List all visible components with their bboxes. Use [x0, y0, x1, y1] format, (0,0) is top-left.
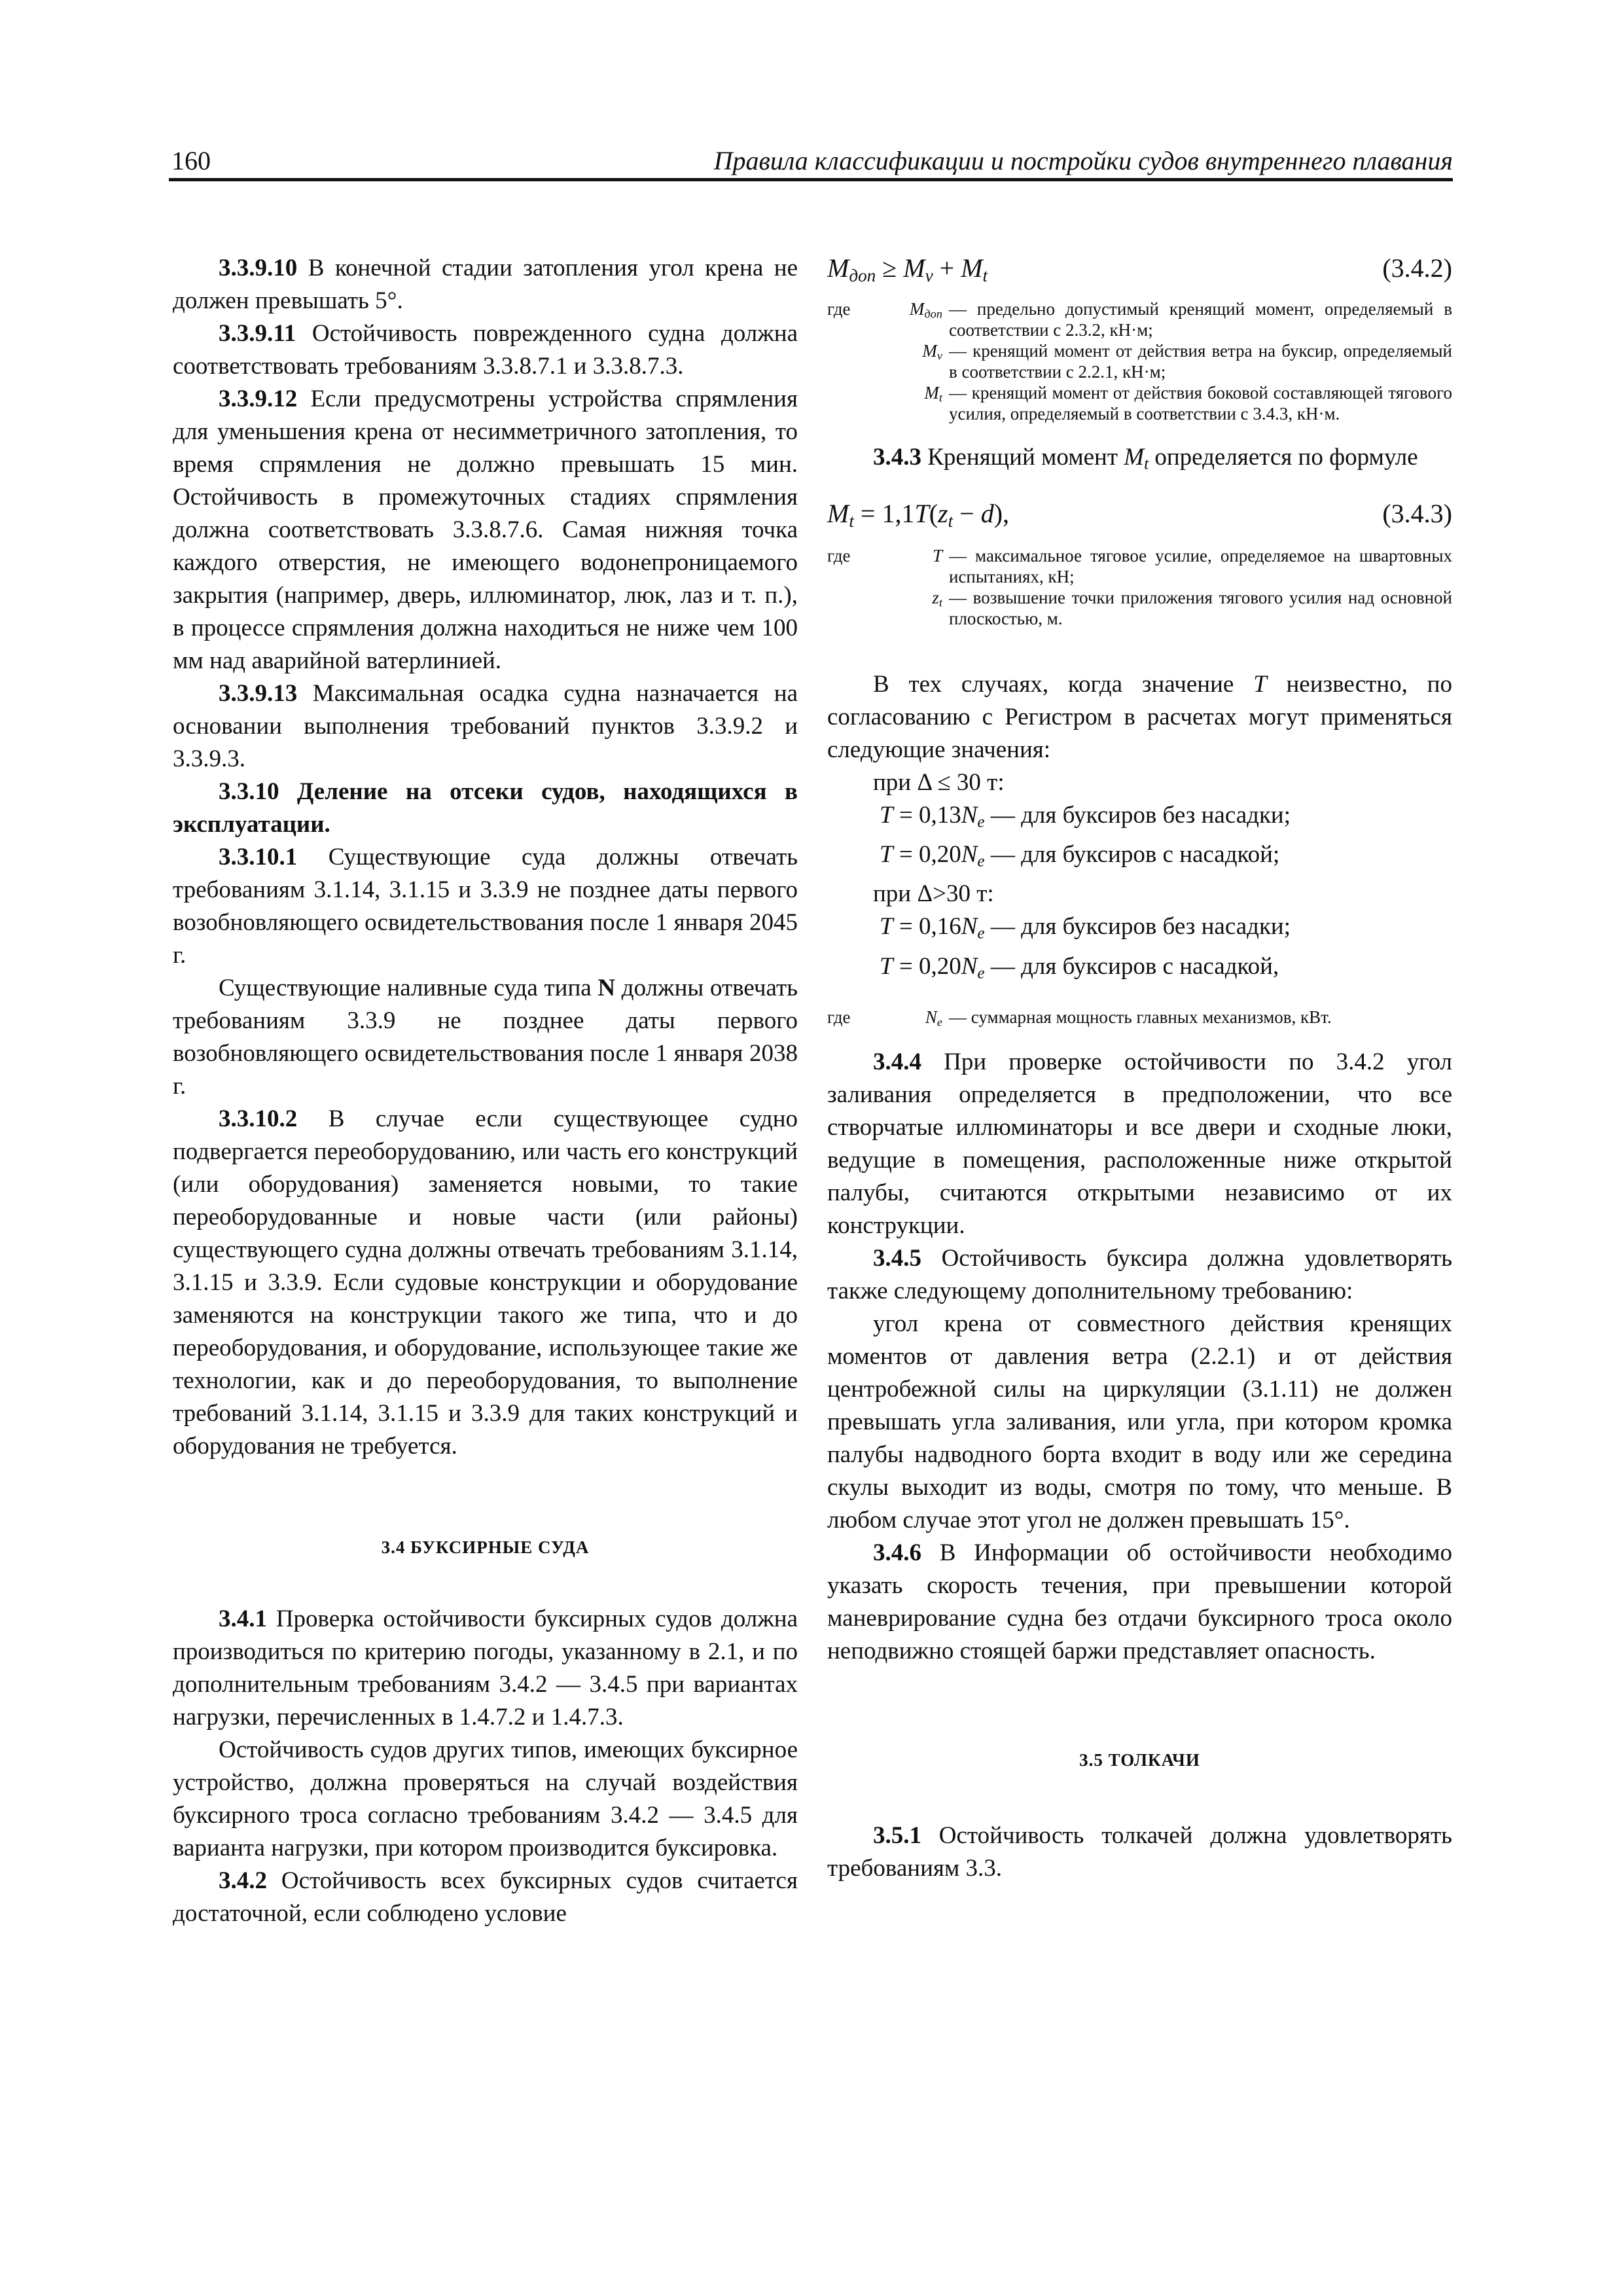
paragraph-3-3-10-1: [173, 841, 798, 972]
paragraph-text: При проверке остойчивости по 3.4.2 угол заливания определяется в предположении, что все створчатые иллюминаторы и все двери и сходные люки, ведущие в помещения, расположенные ниже открытой палубы, считаются открытыми независимо от их конструкции.: [827, 1048, 1452, 1239]
paragraph-tankers: [173, 972, 798, 1103]
clause-number: 3.3.10.2: [219, 1105, 298, 1132]
paragraph-3-4-5-requirement: угол крена от совместного действия кренящих моментов от давления ветра (2.2.1) и от действия центробежной силы на циркуляции (3.1.11) не должен превышать угла заливания, или угла, при котором кромка палубы надводного борта входит в воду или же середина скулы выходит из воды, смотря по тому, что меньше. В любом случае этот угол не должен превышать 15°.: [827, 1310, 1452, 1534]
paragraph-3-4-1: [173, 1603, 798, 1734]
formula-expression: $M_{доп} \ge M_v + M_t$: [827, 253, 988, 285]
where-row: $M_t$ — кренящий момент от действия боковой составляющей тягового усилия, определяемый в соответствии с 3.4.3, кН·м.: [924, 382, 1452, 423]
clause-number: 3.4.1: [219, 1605, 267, 1632]
clause-number: 3.3.10.1: [219, 844, 298, 870]
paragraph-text: Остойчивость толкачей должна удовлетворять требованиям 3.3.: [827, 1821, 1452, 1882]
paragraph-3-5-1: [827, 1820, 1452, 1885]
clause-number: 3.3.9.11: [219, 320, 296, 347]
clause-number: 3.5.1: [873, 1821, 921, 1849]
paragraph-text: Если предусмотрены устройства спрямления для уменьшения крена от несимметричного затопления, то время спрямления не должно превышать 15 мин. Остойчивость в промежуточных стадиях спрямления должна соответствовать 3.3.8.7.6. Самая нижняя точка каждого отверстия, не имеющего водонепроницаемого закрытия (например, дверь, иллюминатор, люк, лаз и т. п.), в процессе спрямления должна находиться не ниже чем 100 мм над аварийной ватерлинией.: [173, 386, 798, 674]
paragraph-text: Максимальная осадка судна назначается на основании выполнения требований пунктов 3.3.9.2 и 3.3.9.3.: [173, 680, 798, 772]
values-list: [827, 766, 1452, 990]
value-line: $T = 0,13N_e$ — для буксиров без насадки;: [880, 801, 1291, 831]
clause-number: 3.4.6: [873, 1539, 921, 1566]
paragraph-3-4-4: [827, 1046, 1452, 1242]
paragraph-text: Проверка остойчивости буксирных судов должна производиться по критерию погоды, указанному в 2.1, и по дополнительным требованиям 3.4.2 — 3.4.5 при вариантах нагрузки, перечисленных в 1.4.7.2 и 1.4.7.3.: [173, 1605, 798, 1731]
paragraph-3-4-1-other: Остойчивость судов других типов, имеющих буксирное устройство, должна проверяться на случай воздействия буксирного троса согласно требованиям 3.4.2 — 3.4.5 для варианта нагрузки, при котором производится буксировка.: [173, 1736, 798, 1861]
paragraph-3-4-2: [173, 1865, 798, 1930]
value-line: $T = 0,16N_e$ — для буксиров без насадки;: [880, 913, 1291, 942]
paragraph-text: В конечной стадии затопления угол крена не должен превышать 5°.: [173, 255, 798, 314]
paragraph-3-3-9-10: [173, 252, 798, 317]
condition-line: при Δ ≤ 30 т:: [873, 768, 1005, 796]
clause-number: 3.3.9.12: [219, 386, 298, 412]
clause-number: 3.4.4: [873, 1048, 921, 1075]
clause-number: 3.3.9.10: [219, 255, 298, 281]
paragraph-3-3-9-11: [173, 317, 798, 383]
paragraph-text: В случае если существующее судно подвергается переоборудованию, или часть его конструкций (или оборудования) заменяется новыми, то такие переоборудованные и новые части (или районы) существующего судна должны отвечать требованиям 3.1.14, 3.1.15 и 3.3.9. Если судовые конструкции и оборудование заменяются на конструкции такого же типа, что и до переоборудования, и оборудование, использующее такие же технологии, как и до переоборудования, то выполнение требований 3.1.14, 3.1.15 и 3.3.9 для таких конструкций и оборудования не требуется.: [173, 1105, 798, 1460]
paragraph-text: Существующие наливные суда типа: [219, 975, 598, 1001]
left-column: [173, 252, 798, 1930]
ship-type-n: N: [597, 975, 616, 1001]
section-title-3-4: 3.4 БУКСИРНЫЕ СУДА: [381, 1537, 590, 1557]
paragraph-text: В Информации об остойчивости необходимо указать скорость течения, при превышении которой маневрирование судна без отдачи буксирного троса около неподвижно стоящей баржи представляет опасность.: [827, 1539, 1452, 1664]
value-line: $T = 0,20N_e$ — для буксиров с насадкой,: [880, 952, 1279, 982]
where-list-3-4-3: [827, 545, 1452, 629]
clause-number: 3.4.3: [873, 443, 921, 471]
paragraph-3-4-6: [827, 1537, 1452, 1668]
clause-number: 3.4.5: [873, 1244, 921, 1272]
paragraph-3-4-5: [827, 1242, 1452, 1308]
paragraph-text: должны отвечать требованиям 3.3.9 не позднее даты первого возобновляющего освидетельствования после 1 января 2038 г.: [173, 975, 798, 1100]
where-row: $z_t$ — возвышение точки приложения тягового усилия над основной плоскостью, м.: [932, 587, 1452, 628]
header-rule: [169, 178, 1453, 181]
paragraph-3-3-9-12: [173, 383, 798, 677]
running-title: Правила классификации и постройки судов внутреннего плавания: [713, 146, 1453, 175]
where-row: где $M_{доп}$ — предельно допустимый кренящий момент, определяемый в соответствии с 2.3.2, кН·м;: [827, 298, 1452, 340]
formula-3-4-3: [827, 497, 1452, 537]
formula-number: (3.4.2): [1382, 253, 1452, 283]
paragraph-t-unknown: В тех случаях, когда значение T неизвестно, по согласованию с Регистром в расчетах могут применяться следующие значения:: [827, 670, 1452, 763]
formula-3-4-2: [827, 252, 1452, 292]
formula-number: (3.4.3): [1382, 499, 1452, 529]
paragraph-3-3-9-13: [173, 677, 798, 776]
paragraph-text: Остойчивость поврежденного судна должна соответствовать требованиям 3.3.8.7.1 и 3.3.8.7.3.: [173, 320, 798, 380]
where-row: $M_v$ — кренящий момент от действия ветра на буксир, определяемый в соответствии с 2.2.1, кН·м;: [922, 340, 1452, 382]
right-column: [827, 252, 1452, 1885]
where-row: где $N_e$ — суммарная мощность главных механизмов, кВт.: [827, 1007, 1332, 1029]
formula-expression: $M_t = 1,1T(z_t - d)$,: [827, 499, 1010, 531]
value-line: $T = 0,20N_e$ — для буксиров с насадкой;: [880, 841, 1280, 870]
paragraph-3-4-3: 3.4.3 Кренящий момент $M_t$ определяется по формуле: [873, 443, 1418, 473]
section-title-3-5: 3.5 ТОЛКАЧИ: [1079, 1749, 1200, 1770]
where-list-ne: [827, 1007, 1452, 1033]
paragraph-text: Остойчивость буксира должна удовлетворять также следующему дополнительному требованию:: [827, 1244, 1452, 1304]
where-row: где T — максимальное тяговое усилие, определяемое на швартовных испытаниях, кН;: [827, 545, 1452, 586]
condition-line: при Δ>30 т:: [873, 880, 994, 908]
paragraph-text: Существующие суда должны отвечать требованиям 3.1.14, 3.1.15 и 3.3.9 не позднее даты первого возобновляющего освидетельствования после 1 января 2045 г.: [173, 844, 798, 969]
where-list-3-4-2: [827, 298, 1452, 424]
page-number: 160: [171, 146, 211, 175]
clause-number: 3.4.2: [219, 1867, 267, 1894]
paragraph-text: Остойчивость всех буксирных судов считается достаточной, если соблюдено условие: [173, 1867, 798, 1927]
heading-3-3-10: 3.3.10 Деление на отсеки судов, находящихся в эксплуатации.: [173, 778, 798, 838]
paragraph-3-3-10-2: [173, 1103, 798, 1463]
clause-number: 3.3.9.13: [219, 680, 298, 707]
